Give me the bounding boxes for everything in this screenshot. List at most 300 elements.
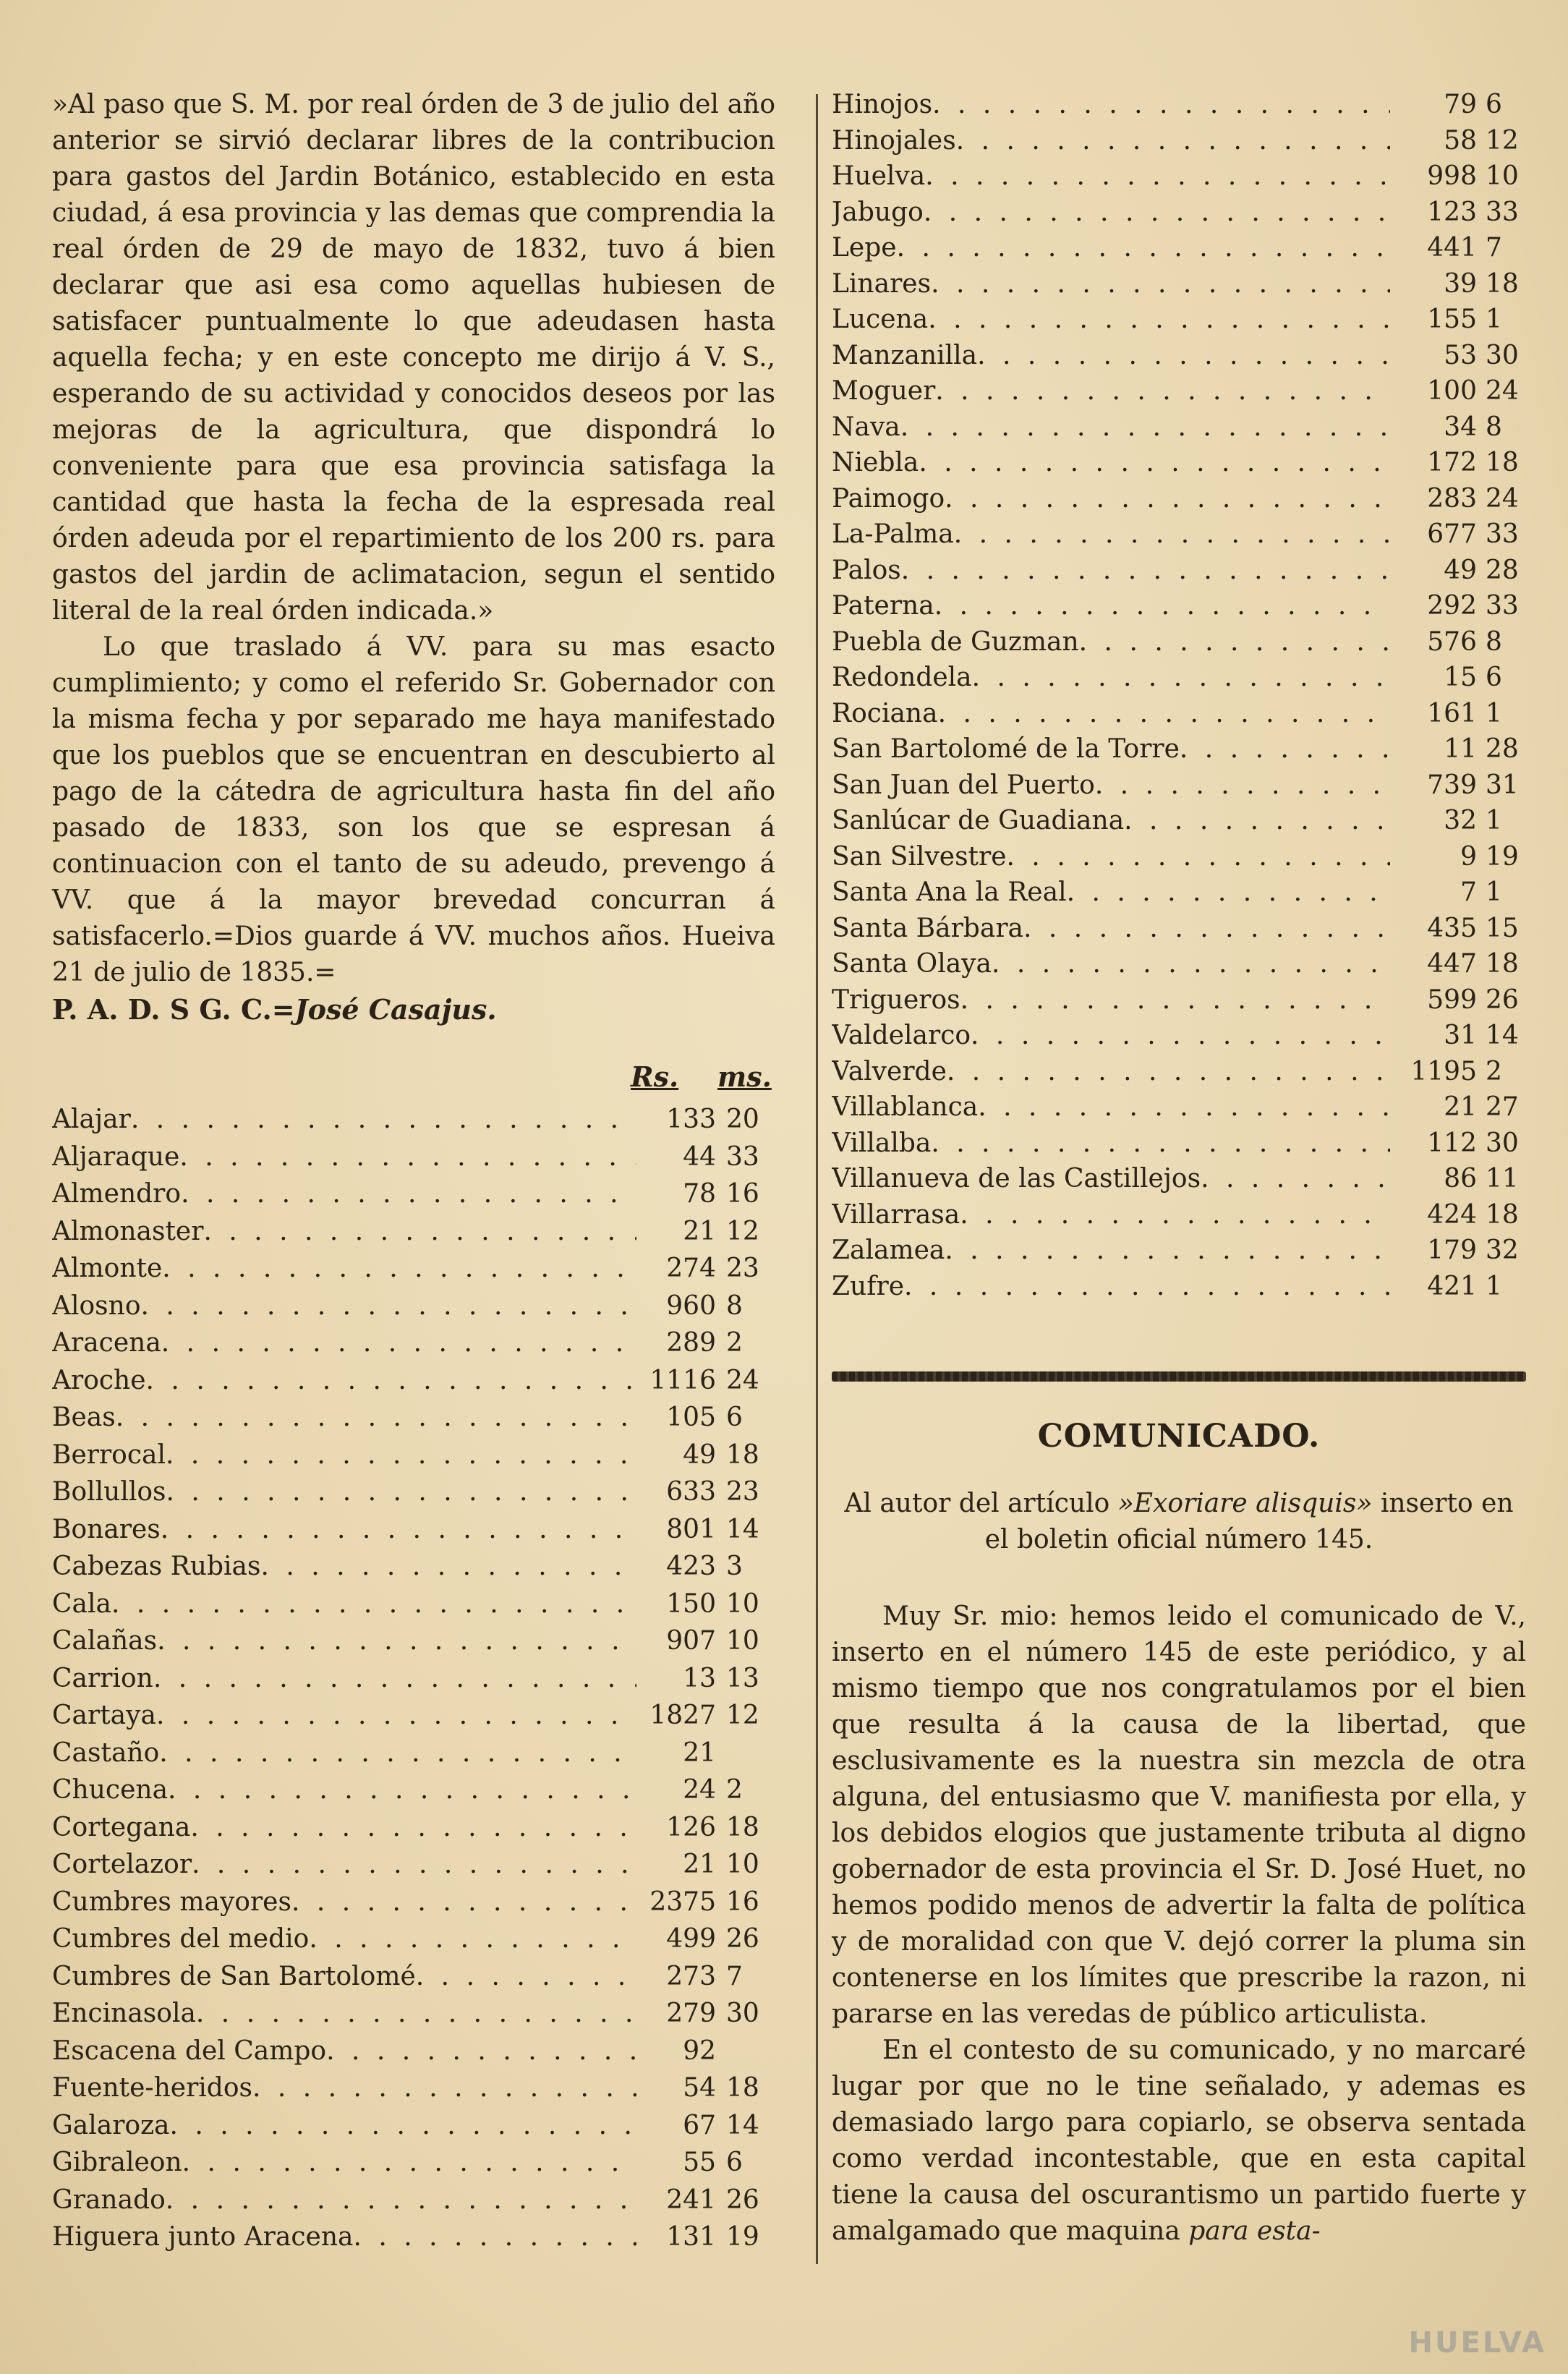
amount-maravedis: 30	[1486, 1128, 1519, 1158]
debt-list-right	[832, 87, 1526, 1304]
town-name: Valverde	[832, 1056, 947, 1086]
table-row	[52, 1771, 775, 1809]
leader-dots	[945, 1233, 1390, 1269]
town-name: Cartaya	[52, 1701, 156, 1730]
leader-dots	[1007, 839, 1390, 875]
amount-reales: 576	[1427, 626, 1477, 657]
table-row	[832, 696, 1526, 732]
paragraph-2-text: En el contesto de su comunicado, y no marcaré lugar por que no le tine señalado, y ademas es demasiado largo para copiarlo, se observa sentada como verdad incontestable, que en esta capital tiene la causa del oscurantismo un partido fuerte y amalgamado que maquina	[832, 2035, 1526, 2246]
leader-dots	[897, 230, 1390, 266]
leader-dots	[954, 516, 1390, 553]
amount-reales: 447	[1427, 949, 1477, 979]
amount-reales: 423	[666, 1552, 716, 1581]
section-divider	[832, 1371, 1526, 1382]
amount-maravedis: 12	[726, 1701, 759, 1730]
amount-maravedis: 16	[726, 1179, 759, 1209]
amount-reales: 161	[1427, 698, 1477, 728]
town-name: Gibraleon	[52, 2148, 182, 2177]
amount-maravedis: 6	[1486, 663, 1502, 692]
leader-dots	[416, 1958, 636, 1996]
town-name: Villarrasa	[832, 1199, 960, 1230]
leader-dots	[900, 409, 1390, 446]
table-row	[52, 2182, 775, 2219]
amount-reales: 100	[1427, 376, 1477, 406]
amount-maravedis: 10	[1486, 161, 1519, 191]
table-row	[52, 2218, 775, 2256]
amount-reales: 13	[683, 1663, 716, 1693]
table-row	[52, 1250, 775, 1288]
leader-dots	[1079, 624, 1390, 660]
table-row	[832, 839, 1526, 875]
amount-reales: 1827	[649, 1701, 716, 1730]
amount-maravedis: 10	[726, 1850, 759, 1879]
amount-maravedis: 1	[1486, 1271, 1502, 1301]
amount-reales: 599	[1427, 984, 1477, 1015]
amount-reales: 998	[1427, 161, 1477, 191]
leader-dots	[190, 1809, 636, 1847]
amount-reales: 39	[1444, 268, 1477, 299]
amount-reales: 424	[1427, 1199, 1477, 1230]
amount-reales: 67	[683, 2110, 716, 2140]
leader-dots	[977, 338, 1390, 374]
amount-reales: 92	[683, 2035, 716, 2066]
amount-reales: 2375	[649, 1886, 716, 1917]
table-row	[52, 2144, 775, 2182]
town-name: Zalamea	[832, 1235, 945, 1265]
amount-reales: 739	[1427, 770, 1477, 800]
town-name: Cumbres del medio	[52, 1924, 310, 1954]
amount-reales: 279	[666, 1999, 716, 2028]
leader-dots	[932, 87, 1390, 123]
leader-dots	[131, 1101, 636, 1139]
amount-reales: 179	[1427, 1235, 1477, 1265]
amount-reales: 54	[683, 2073, 716, 2103]
table-row	[52, 1437, 775, 1474]
leader-dots	[1201, 1161, 1390, 1197]
amount-reales: 55	[683, 2148, 716, 2177]
town-name: Carrion	[52, 1663, 153, 1693]
amount-reales: 441	[1427, 233, 1477, 263]
amount-maravedis: 1	[1486, 698, 1502, 728]
amount-reales: 435	[1427, 913, 1477, 943]
table-row	[832, 946, 1526, 982]
town-name: San Silvestre	[832, 841, 1007, 872]
amount-maravedis: 2	[726, 1328, 743, 1358]
leader-dots	[904, 1269, 1390, 1305]
table-row	[52, 1139, 775, 1176]
table-row	[832, 1054, 1526, 1090]
leader-dots	[159, 1735, 636, 1772]
table-row	[832, 660, 1526, 696]
leader-dots	[992, 946, 1390, 982]
town-name: Aroche	[52, 1365, 146, 1395]
town-name: Villablanca	[832, 1092, 979, 1122]
amount-maravedis: 30	[1486, 340, 1519, 370]
table-row	[832, 1269, 1526, 1305]
amount-reales: 123	[1427, 197, 1477, 227]
amount-maravedis: 18	[1486, 268, 1519, 299]
amount-reales: 274	[666, 1254, 716, 1283]
town-name: Valdelarco	[832, 1021, 971, 1050]
amount-reales: 49	[683, 1439, 716, 1470]
amount-reales: 131	[666, 2222, 716, 2252]
amount-maravedis: 8	[1486, 412, 1502, 442]
leader-dots	[170, 2107, 636, 2145]
town-name: Alosno	[52, 1290, 141, 1321]
leader-dots	[1095, 767, 1390, 804]
town-name: Lucena	[832, 305, 929, 334]
table-row	[832, 588, 1526, 624]
town-name: Chucena	[52, 1775, 169, 1805]
town-name: Jabugo	[832, 197, 924, 227]
amount-maravedis: 23	[726, 1254, 759, 1283]
amount-maravedis: 12	[726, 1216, 759, 1246]
table-row	[52, 2033, 775, 2070]
amount-reales: 283	[1427, 483, 1477, 514]
town-name: Trigueros	[832, 984, 960, 1015]
town-name: Almonaster	[52, 1216, 204, 1246]
town-name: Almonte	[52, 1254, 163, 1283]
amount-reales: 421	[1427, 1271, 1477, 1301]
town-name: Paterna	[832, 591, 934, 621]
amount-reales: 105	[666, 1403, 716, 1432]
leader-dots	[156, 1697, 636, 1735]
town-name: Aracena	[52, 1328, 161, 1358]
subtitle-article-name: »Exoriare alisquis»	[1117, 1489, 1373, 1518]
town-name: Manzanilla	[832, 340, 978, 370]
leader-dots	[161, 1324, 636, 1362]
table-row	[832, 516, 1526, 553]
archive-watermark: HUELVA	[1408, 2326, 1546, 2360]
leader-dots	[978, 1089, 1390, 1126]
table-row	[832, 87, 1526, 123]
column-header-ms: ms.	[717, 1060, 772, 1093]
table-row	[52, 1735, 775, 1772]
amount-maravedis: 7	[1486, 233, 1502, 263]
town-name: Cumbres mayores	[52, 1886, 291, 1917]
amount-reales: 86	[1444, 1164, 1477, 1194]
amount-maravedis: 18	[1486, 1199, 1519, 1230]
amount-reales: 801	[666, 1514, 716, 1544]
table-row	[832, 123, 1526, 159]
leader-dots	[166, 1437, 636, 1474]
town-name: Hinojales	[832, 125, 956, 156]
table-row	[52, 1101, 775, 1139]
town-name: Huelva	[832, 161, 926, 191]
table-row	[52, 1213, 775, 1251]
leader-dots	[252, 2069, 636, 2107]
table-row	[832, 195, 1526, 231]
leader-dots	[960, 982, 1390, 1018]
table-row	[52, 1473, 775, 1511]
town-name: Nava	[832, 412, 900, 442]
subtitle-prefix: Al autor del artículo	[844, 1489, 1118, 1518]
amount-maravedis: 28	[1486, 555, 1519, 585]
paragraph-2-italic: para esta-	[1188, 2216, 1321, 2246]
table-row	[832, 481, 1526, 517]
leader-dots	[161, 1511, 636, 1549]
leader-dots	[901, 553, 1390, 589]
amount-maravedis: 11	[1486, 1164, 1519, 1194]
amount-maravedis: 26	[1486, 984, 1519, 1015]
amount-reales: 133	[666, 1105, 716, 1134]
leader-dots	[179, 1139, 636, 1176]
leader-dots	[1124, 803, 1390, 839]
amount-reales: 677	[1427, 519, 1477, 549]
town-name: Linares	[832, 268, 932, 299]
town-name: Lepe	[832, 233, 897, 263]
amount-reales: 126	[666, 1812, 716, 1842]
town-name: Granado	[52, 2184, 166, 2215]
table-header	[52, 1060, 775, 1101]
amount-maravedis: 33	[1486, 197, 1519, 227]
leader-dots	[928, 302, 1390, 338]
leader-dots	[971, 1018, 1390, 1054]
amount-reales: 15	[1444, 663, 1477, 692]
amount-reales: 155	[1427, 305, 1477, 334]
town-name: Sanlúcar de Guadiana	[832, 806, 1125, 835]
town-name: Fuente-heridos	[52, 2073, 252, 2103]
table-row	[52, 1697, 775, 1735]
town-name: Niebla	[832, 448, 919, 477]
leader-dots	[960, 1197, 1390, 1233]
town-name: Bollullos	[52, 1477, 166, 1507]
leader-dots	[931, 266, 1390, 302]
leader-dots	[972, 660, 1390, 696]
leader-dots	[116, 1399, 636, 1437]
amount-reales: 49	[1444, 555, 1477, 585]
amount-reales: 1116	[649, 1365, 716, 1395]
amount-maravedis: 13	[726, 1663, 759, 1693]
table-row	[832, 731, 1526, 767]
leader-dots	[166, 2182, 636, 2219]
table-row	[832, 553, 1526, 589]
leader-dots	[111, 1586, 636, 1623]
town-name: La-Palma	[832, 519, 954, 549]
amount-maravedis: 10	[726, 1588, 759, 1619]
town-name: Palos	[832, 555, 901, 585]
amount-reales: 9	[1460, 841, 1477, 872]
town-name: Villalba	[832, 1128, 932, 1158]
table-row	[52, 1175, 775, 1213]
amount-maravedis: 14	[1486, 1021, 1519, 1050]
leader-dots	[166, 1473, 636, 1511]
amount-reales: 499	[666, 1924, 716, 1954]
leader-dots	[931, 1126, 1390, 1162]
comunicado-subtitle	[832, 1486, 1526, 1558]
comunicado-paragraph-1: Muy Sr. mio: hemos leido el comunicado de V., inserto en el número 145 de este periódico, y al mismo tiempo que nos congratulamos por el bien que resulta á la causa de la libertad, que esclusivamente es la nuestra sin mezcla de otra alguna, del entusiasmo que V. manifiesta por ella, y los debidos elogios que justamente tributa al digno gobernador de esta provincia el Sr. D. José Huet, no hemos podido menos de advertir la falta de política y de moralidad con que V. dejó correr la pluma sin contenerse en los límites que prescribe la razon, ni pararse en las veredas de público articulista.	[832, 1601, 1526, 2029]
table-row	[52, 1884, 775, 1921]
amount-maravedis: 6	[726, 1403, 743, 1432]
table-row	[832, 409, 1526, 446]
leader-dots	[924, 195, 1390, 231]
table-row	[832, 1126, 1526, 1162]
leader-dots	[192, 1846, 636, 1884]
town-name: Villanueva de las Castillejos	[832, 1164, 1201, 1194]
amount-maravedis: 23	[726, 1477, 759, 1507]
subtitle-suffix: inserto en el boletin oficial número 145.	[984, 1489, 1514, 1554]
amount-maravedis: 8	[726, 1290, 743, 1321]
town-name: Escacena del Campo	[52, 2035, 327, 2066]
leader-dots	[291, 1884, 636, 1921]
table-row	[832, 911, 1526, 947]
town-name: Cortelazor	[52, 1850, 192, 1879]
town-name: Castaño	[52, 1737, 160, 1768]
table-row	[832, 875, 1526, 911]
table-row	[52, 1846, 775, 1884]
amount-maravedis: 32	[1486, 1235, 1519, 1265]
column-header-rs: Rs.	[631, 1060, 679, 1093]
leader-dots	[1180, 731, 1390, 767]
amount-reales: 21	[683, 1216, 716, 1246]
leader-dots	[196, 1995, 636, 2033]
town-name: Hinojos	[832, 90, 933, 119]
leader-dots	[182, 2144, 636, 2182]
town-name: Cabezas Rubias	[52, 1552, 261, 1581]
amount-reales: 31	[1444, 1021, 1477, 1050]
leader-dots	[146, 1362, 636, 1400]
table-row	[832, 302, 1526, 338]
amount-maravedis: 12	[1486, 125, 1519, 156]
amount-maravedis: 1	[1486, 806, 1502, 835]
leader-dots	[309, 1920, 636, 1958]
royal-order-quote: »Al paso que S. M. por real órden de 3 de julio del año anterior se sirvió declarar libres de la contribucion para gastos del Jardin Botánico, establecido en esta ciudad, á esa provincia y las demas que comprendia la real órden de 29 de mayo de 1832, tuvo á bien declarar que asi esa como aquellas hubiesen de satisfacer puntualmente lo que adeudasen hasta aquella fecha; y en este concepto me dirijo á V. S., esperando de su actividad y conocidos deseos por las mejoras de la agricultura, que dispondrá lo conveniente para que esa provincia satisfaga la cantidad que hasta la fecha de la espresada real órden adeuda por el repartimiento de los 200 rs. para gastos del jardin de aclimatacion, segun el sentido literal de la real órden indicada.»	[52, 90, 775, 626]
town-name: Galaroza	[52, 2110, 170, 2140]
leader-dots	[168, 1771, 636, 1809]
leader-dots	[181, 1175, 636, 1213]
town-name: Paimogo	[832, 483, 945, 514]
town-name: San Juan del Puerto	[832, 770, 1095, 800]
amount-reales: 289	[666, 1328, 716, 1358]
leader-dots	[153, 1660, 636, 1698]
amount-reales: 44	[683, 1141, 716, 1172]
amount-maravedis: 33	[1486, 591, 1519, 621]
amount-maravedis: 6	[1486, 90, 1502, 119]
amount-reales: 7	[1460, 877, 1477, 907]
amount-reales: 960	[666, 1290, 716, 1321]
town-name: Santa Olaya	[832, 949, 992, 979]
table-row	[52, 1362, 775, 1400]
town-name: Cala	[52, 1588, 111, 1619]
leader-dots	[919, 445, 1390, 481]
transfer-paragraph: Lo que traslado á VV. para su mas esacto cumplimiento; y como el referido Sr. Gobernador con la misma fecha y por separado me haya manifestado que los pueblos que se encuentran en descubierto al pago de la cátedra de agricultura hasta fin del año pasado de 1833, son los que se espresan á continuacion con el tanto de su adeudo, prevengo á VV. que á la mayor brevedad concurran á satisfacerlo.=Dios guarde á VV. muchos años. Hueiva 21 de julio de 1835.=	[52, 632, 775, 987]
amount-reales: 172	[1427, 448, 1477, 477]
amount-maravedis: 19	[726, 2222, 759, 2252]
amount-reales: 11	[1444, 734, 1477, 764]
leader-dots	[934, 588, 1390, 624]
leader-dots	[157, 1622, 636, 1660]
table-row	[52, 1399, 775, 1437]
table-row	[52, 1660, 775, 1698]
amount-maravedis: 6	[726, 2148, 743, 2177]
amount-maravedis: 26	[726, 2184, 759, 2215]
table-row	[52, 1324, 775, 1362]
amount-reales: 24	[683, 1775, 716, 1805]
town-name: Zufre	[832, 1271, 905, 1301]
amount-maravedis: 33	[1486, 519, 1519, 549]
town-name: Almendro	[52, 1179, 182, 1209]
amount-maravedis: 15	[1486, 913, 1519, 943]
town-name: Bonares	[52, 1514, 161, 1544]
amount-maravedis: 26	[726, 1924, 759, 1954]
right-column	[832, 87, 1526, 1304]
table-row	[832, 445, 1526, 481]
amount-reales: 34	[1444, 412, 1477, 442]
table-row	[52, 1958, 775, 1996]
leader-dots	[947, 1054, 1390, 1090]
column-divider	[816, 94, 818, 2264]
leader-dots	[1023, 911, 1390, 947]
amount-reales: 21	[683, 1850, 716, 1879]
table-row	[832, 1018, 1526, 1054]
amount-maravedis: 24	[726, 1365, 759, 1395]
amount-reales: 21	[1444, 1092, 1477, 1122]
amount-maravedis: 3	[726, 1552, 743, 1581]
table-row	[832, 230, 1526, 266]
leader-dots	[925, 158, 1390, 195]
leader-dots	[938, 696, 1390, 732]
amount-maravedis: 20	[726, 1105, 759, 1134]
amount-maravedis: 24	[1486, 376, 1519, 406]
table-row	[52, 1511, 775, 1549]
leader-dots	[945, 481, 1390, 517]
town-name: Alajar	[52, 1105, 131, 1134]
table-row	[832, 1089, 1526, 1126]
table-row	[52, 1809, 775, 1847]
signature-name: José Casajus.	[294, 993, 497, 1026]
town-name: Aljaraque	[52, 1141, 180, 1172]
amount-maravedis: 7	[726, 1961, 743, 1991]
town-name: Higuera junto Aracena	[52, 2222, 354, 2252]
amount-reales: 32	[1444, 806, 1477, 835]
amount-reales: 1195	[1410, 1056, 1477, 1086]
table-row	[52, 1548, 775, 1586]
leader-dots	[162, 1250, 636, 1288]
amount-maravedis: 14	[726, 1514, 759, 1544]
town-name: Santa Bárbara	[832, 913, 1023, 943]
town-name: Rociana	[832, 698, 938, 728]
town-name: Redondela	[832, 663, 972, 692]
leader-dots	[353, 2218, 636, 2256]
town-name: Puebla de Guzman	[832, 626, 1079, 657]
table-row	[832, 1233, 1526, 1269]
amount-reales: 292	[1427, 591, 1477, 621]
table-row	[52, 2107, 775, 2145]
table-row	[52, 1995, 775, 2033]
amount-reales: 150	[666, 1588, 716, 1619]
table-row	[832, 373, 1526, 409]
amount-maravedis: 19	[1486, 841, 1519, 872]
leader-dots	[956, 123, 1390, 159]
amount-reales: 58	[1444, 125, 1477, 156]
amount-maravedis: 16	[726, 1886, 759, 1917]
town-name: San Bartolomé de la Torre	[832, 734, 1180, 764]
table-row	[52, 1586, 775, 1623]
signature-line	[52, 991, 775, 1029]
amount-maravedis: 24	[1486, 483, 1519, 514]
amount-reales: 907	[666, 1626, 716, 1656]
table-row	[832, 158, 1526, 195]
town-name: Beas	[52, 1403, 116, 1432]
table-row	[832, 1161, 1526, 1197]
amount-maravedis: 28	[1486, 734, 1519, 764]
amount-reales: 79	[1444, 90, 1477, 119]
amount-maravedis: 18	[726, 1812, 759, 1842]
leader-dots	[326, 2033, 636, 2070]
amount-reales: 241	[666, 2184, 716, 2215]
amount-maravedis: 2	[1486, 1056, 1502, 1086]
town-name: Encinasola	[52, 1999, 196, 2028]
